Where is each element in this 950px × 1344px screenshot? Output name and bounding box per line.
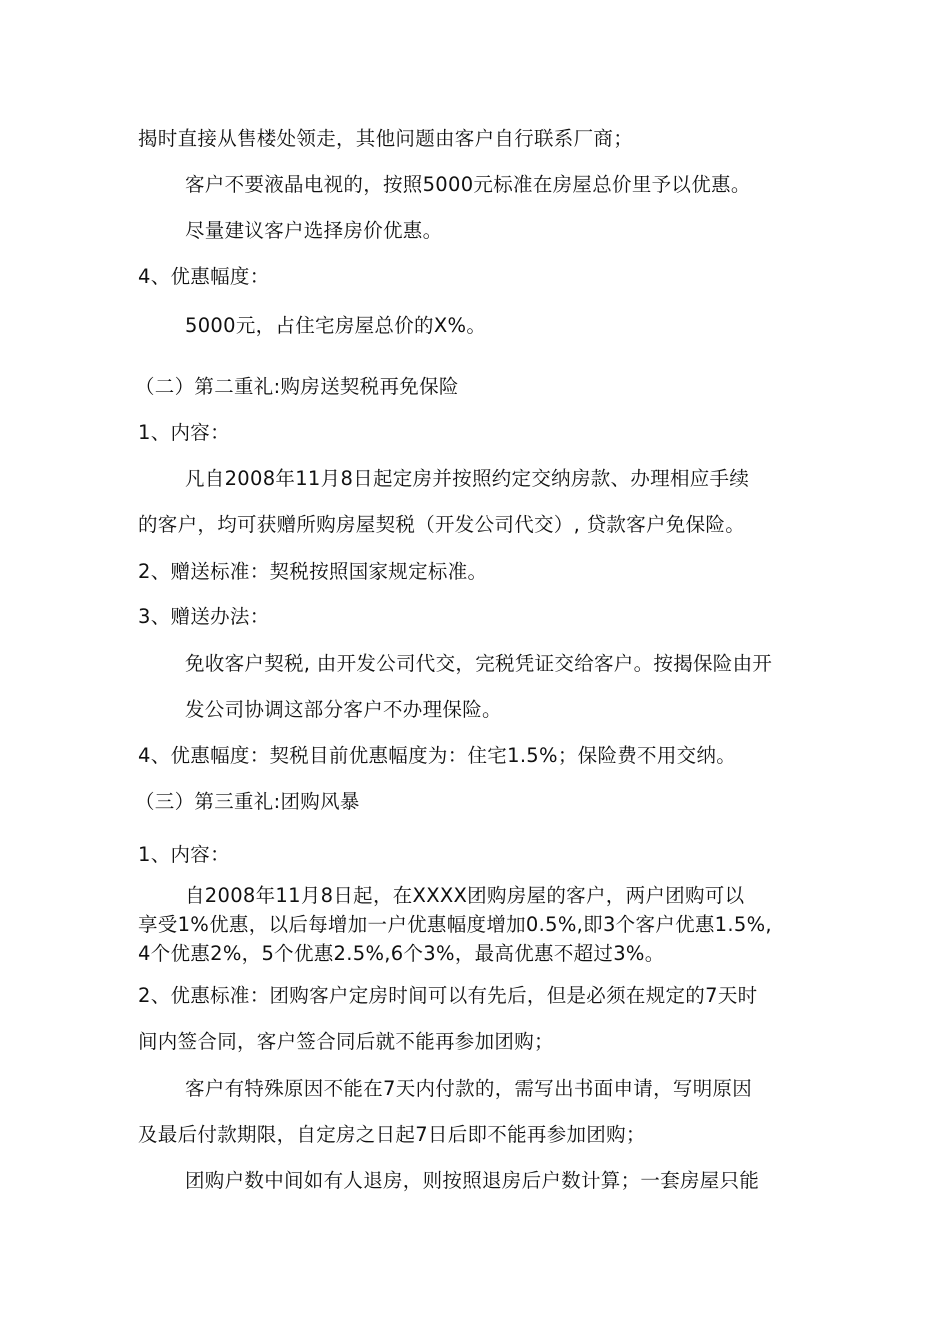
paragraph-line: 揭时直接从售楼处领走，其他问题由客户自行联系厂商； bbox=[138, 127, 634, 150]
list-heading: 3、赠送办法： bbox=[138, 605, 270, 628]
paragraph-line: 间内签合同，客户签合同后就不能再参加团购； bbox=[138, 1030, 554, 1053]
list-heading: 2、优惠标准：团购客户定房时间可以有先后，但是必须在规定的7天时 bbox=[138, 984, 758, 1007]
paragraph-line: 发公司协调这部分客户不办理保险。 bbox=[185, 698, 502, 721]
paragraph-line: 免收客户契税, 由开发公司代交，完税凭证交给客户。按揭保险由开 bbox=[185, 652, 773, 675]
section-heading: （三）第三重礼:团购风暴 bbox=[135, 790, 360, 813]
paragraph-line: 享受1%优惠，以后每增加一户优惠幅度增加0.5%,即3个客户优惠1.5%, bbox=[138, 913, 772, 936]
paragraph-line: 的客户，均可获赠所购房屋契税（开发公司代交）, 贷款客户免保险。 bbox=[138, 513, 745, 536]
paragraph-line: 客户有特殊原因不能在7天内付款的，需写出书面申请，写明原因 bbox=[185, 1077, 753, 1100]
list-heading: 1、内容： bbox=[138, 843, 230, 866]
list-heading: 1、内容： bbox=[138, 421, 230, 444]
paragraph-line: 尽量建议客户选择房价优惠。 bbox=[185, 219, 443, 242]
paragraph-line: 4个优惠2%，5个优惠2.5%,6个3%，最高优惠不超过3%。 bbox=[138, 942, 665, 965]
section-heading: （二）第二重礼:购房送契税再免保险 bbox=[135, 375, 459, 398]
paragraph-line: 自2008年11月8日起，在XXXX团购房屋的客户，两户团购可以 bbox=[185, 884, 745, 907]
list-heading: 2、赠送标准：契税按照国家规定标准。 bbox=[138, 560, 488, 583]
list-heading: 4、优惠幅度：契税目前优惠幅度为：住宅1.5%；保险费不用交纳。 bbox=[138, 744, 737, 767]
paragraph-line: 及最后付款期限，自定房之日起7日后即不能再参加团购； bbox=[138, 1123, 646, 1146]
paragraph-line: 凡自2008年11月8日起定房并按照约定交纳房款、办理相应手续 bbox=[185, 467, 750, 490]
paragraph-line: 5000元，占住宅房屋总价的X%。 bbox=[185, 314, 487, 337]
paragraph-line: 客户不要液晶电视的，按照5000元标准在房屋总价里予以优惠。 bbox=[185, 173, 751, 196]
paragraph-line: 团购户数中间如有人退房，则按照退房后户数计算；一套房屋只能 bbox=[185, 1169, 760, 1192]
list-heading: 4、优惠幅度： bbox=[138, 265, 270, 288]
